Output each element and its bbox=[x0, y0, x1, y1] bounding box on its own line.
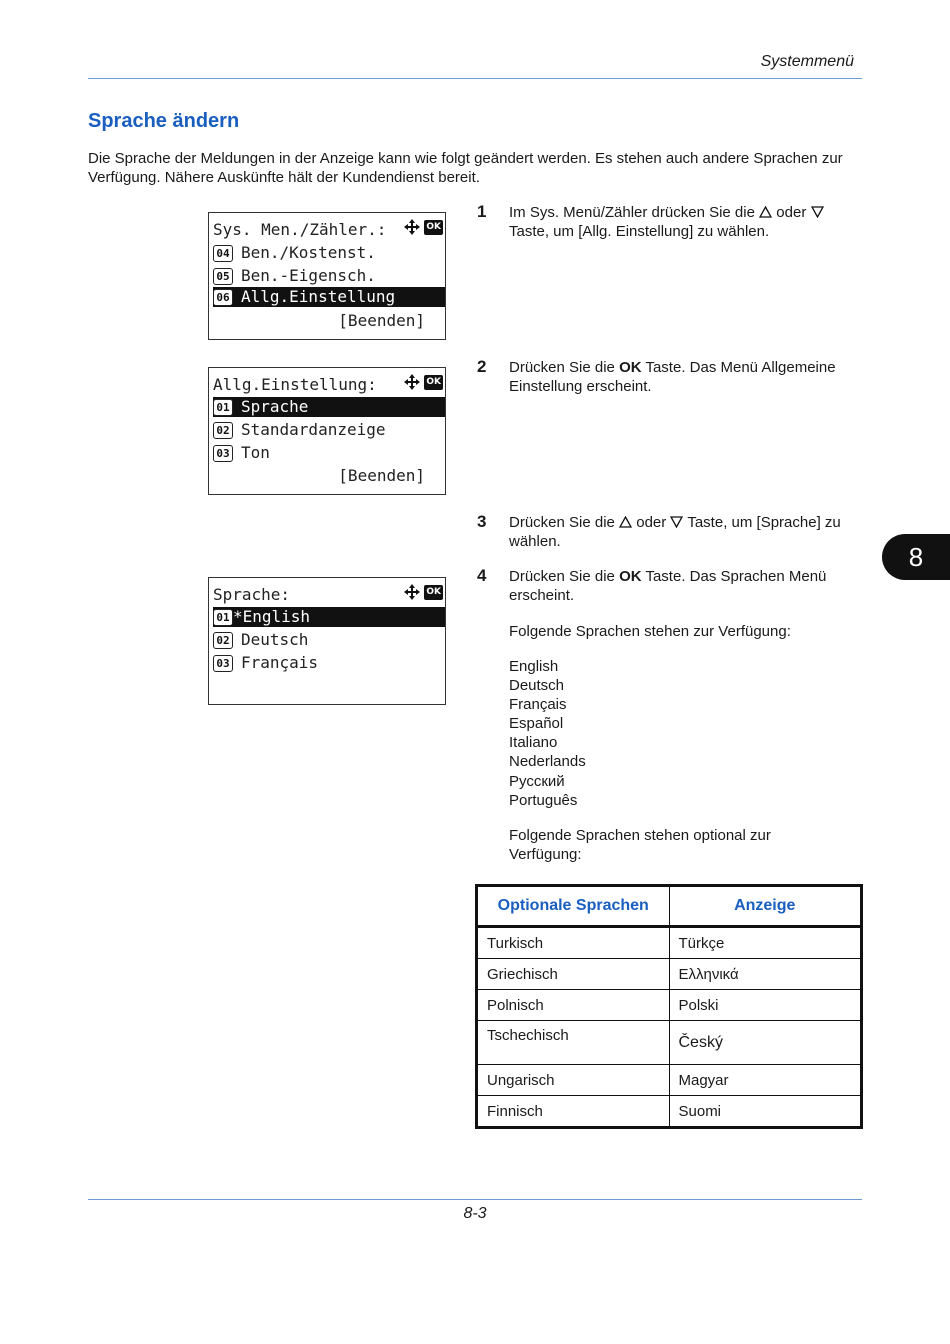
triangle-down-icon bbox=[670, 516, 683, 528]
lcd-menu-item-selected bbox=[213, 287, 445, 307]
table-cell: Tschechisch bbox=[477, 1021, 670, 1065]
lcd-icons bbox=[402, 373, 443, 391]
lcd-title: Sys. Men./Zähler.: bbox=[213, 220, 387, 239]
triangle-up-icon bbox=[619, 516, 632, 528]
item-number-badge: 03 bbox=[213, 655, 233, 672]
lcd-menu-item bbox=[213, 243, 445, 263]
lcd-end-softkey: [Beenden] bbox=[338, 466, 425, 485]
table-row bbox=[477, 990, 862, 1021]
column-header: Optionale Sprachen bbox=[477, 886, 670, 927]
table-cell: Griechisch bbox=[477, 959, 670, 990]
lcd-menu-item-selected bbox=[213, 397, 445, 417]
table-cell: Turkisch bbox=[477, 927, 670, 959]
step-text-part: Im Sys. Menü/Zähler drücken Sie die bbox=[509, 204, 755, 221]
step-3-text bbox=[509, 513, 864, 551]
language-item: Français bbox=[509, 696, 567, 714]
running-header: Systemmenü bbox=[760, 53, 854, 70]
four-way-arrow-icon bbox=[402, 373, 422, 391]
triangle-up-icon bbox=[759, 206, 772, 218]
ok-key-icon: OK bbox=[424, 375, 443, 390]
lcd-screen-general-settings bbox=[208, 367, 446, 495]
table-row bbox=[477, 1096, 862, 1128]
lcd-menu-item-selected bbox=[213, 607, 445, 627]
item-number-badge: 02 bbox=[213, 632, 233, 649]
step-text-part: Taste. Das Menü Allgemeine Einstellung erscheint. bbox=[509, 359, 836, 395]
item-label: Ton bbox=[241, 443, 270, 462]
lcd-screen-sysmenu bbox=[208, 212, 446, 340]
item-label: Français bbox=[241, 653, 319, 672]
step-text-part: Drücken Sie die bbox=[509, 568, 615, 585]
language-item: Русский bbox=[509, 772, 565, 790]
lcd-title: Allg.Einstellung: bbox=[213, 375, 377, 394]
step-text-part: Taste, um [Allg. Einstellung] zu wählen. bbox=[509, 223, 770, 240]
available-languages-intro: Folgende Sprachen stehen zur Verfügung: bbox=[509, 623, 791, 640]
item-label: Ben.-Eigensch. bbox=[241, 266, 376, 285]
step-1-text bbox=[509, 203, 864, 241]
language-item: English bbox=[509, 658, 559, 675]
item-number-badge: 03 bbox=[213, 445, 233, 462]
language-item: Italiano bbox=[509, 734, 558, 752]
step-2-text bbox=[509, 358, 864, 396]
lcd-menu-item bbox=[213, 266, 445, 286]
step-number: 4 bbox=[477, 566, 487, 585]
item-number-badge: 01 bbox=[213, 609, 233, 626]
language-list bbox=[509, 657, 586, 810]
lcd-end-softkey: [Beenden] bbox=[338, 311, 425, 330]
table-cell: Ελληνικά bbox=[669, 959, 862, 990]
table-row bbox=[477, 927, 862, 959]
table-header-row bbox=[477, 886, 862, 927]
lcd-menu-item bbox=[213, 420, 445, 440]
lcd-menu-item bbox=[213, 630, 445, 650]
item-number-badge: 01 bbox=[213, 399, 233, 416]
item-number-badge: 04 bbox=[213, 245, 233, 262]
step-text-part: Taste. Das Sprachen Menü erscheint. bbox=[509, 568, 827, 604]
header-rule bbox=[88, 78, 862, 79]
item-number-badge: 02 bbox=[213, 422, 233, 439]
table-cell: Türkçe bbox=[669, 927, 862, 959]
ok-key-label: OK bbox=[619, 359, 642, 376]
optional-languages-table bbox=[475, 884, 863, 1129]
step-text-part: oder bbox=[776, 204, 807, 221]
section-title: Sprache ändern bbox=[88, 110, 240, 132]
chapter-tab: 8 bbox=[882, 534, 950, 580]
optional-languages-intro: Folgende Sprachen stehen optional zur Verfügung: bbox=[509, 827, 771, 863]
table-cell: Polski bbox=[669, 990, 862, 1021]
item-label: Sprache bbox=[241, 397, 309, 416]
step-number: 3 bbox=[477, 512, 487, 531]
four-way-arrow-icon bbox=[402, 583, 422, 601]
table-row bbox=[477, 1065, 862, 1096]
item-label: Allg.Einstellung bbox=[241, 287, 396, 306]
lcd-icons bbox=[402, 583, 443, 601]
table-cell: Polnisch bbox=[477, 990, 670, 1021]
step-number: 2 bbox=[477, 357, 487, 376]
table-cell: Suomi bbox=[669, 1096, 862, 1128]
lcd-icons bbox=[402, 218, 443, 236]
language-item: Nederlands bbox=[509, 753, 586, 771]
step-text-part: Drücken Sie die bbox=[509, 359, 615, 376]
page-number: 8-3 bbox=[463, 1205, 487, 1222]
item-number-badge: 06 bbox=[213, 289, 233, 306]
lcd-menu-item bbox=[213, 443, 445, 463]
step-number: 1 bbox=[477, 202, 487, 221]
four-way-arrow-icon bbox=[402, 218, 422, 236]
ok-key-icon: OK bbox=[424, 220, 443, 235]
item-label: *English bbox=[233, 607, 311, 626]
ok-key-icon: OK bbox=[424, 585, 443, 600]
triangle-down-icon bbox=[811, 206, 824, 218]
language-item: Español bbox=[509, 715, 564, 733]
footer-rule bbox=[88, 1199, 862, 1200]
table-row bbox=[477, 1021, 862, 1065]
lcd-title: Sprache: bbox=[213, 585, 291, 604]
step-text-part: Taste, um [Sprache] zu wählen. bbox=[509, 514, 841, 550]
table-cell: Finnisch bbox=[477, 1096, 670, 1128]
lcd-screen-language bbox=[208, 577, 446, 705]
table-cell: Ungarisch bbox=[477, 1065, 670, 1096]
column-header: Anzeige bbox=[669, 886, 862, 927]
item-label: Deutsch bbox=[241, 630, 309, 649]
language-item: Deutsch bbox=[509, 677, 565, 695]
step-text-part: Drücken Sie die bbox=[509, 514, 615, 531]
table-row bbox=[477, 959, 862, 990]
item-number-badge: 05 bbox=[213, 268, 233, 285]
table-cell: Český bbox=[669, 1021, 862, 1065]
item-label: Standardanzeige bbox=[241, 420, 386, 439]
intro-paragraph: Die Sprache der Meldungen in der Anzeige kann wie folgt geändert werden. Es stehen auch andere Sprachen zur Verfügung. Nähere Auskünfte hält der Kundendienst bereit. bbox=[88, 150, 843, 186]
step-text-part: oder bbox=[636, 514, 667, 531]
ok-key-label: OK bbox=[619, 568, 642, 585]
table-cell: Magyar bbox=[669, 1065, 862, 1096]
step-4-text bbox=[509, 567, 864, 605]
lcd-menu-item bbox=[213, 653, 445, 673]
language-item: Português bbox=[509, 791, 578, 809]
item-label: Ben./Kostenst. bbox=[241, 243, 376, 262]
